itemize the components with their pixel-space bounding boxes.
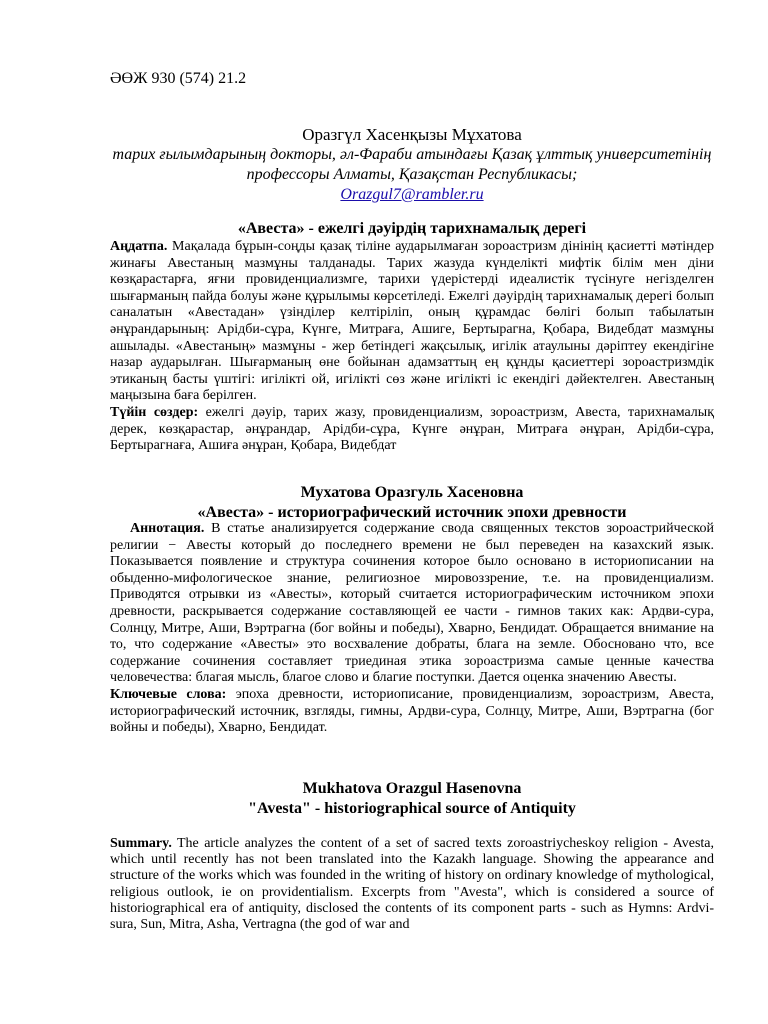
ru-keywords-label: Ключевые слова: [110,686,227,702]
en-author-name: Mukhatova Orazgul Hasenovna [302,780,522,797]
ru-article-title: «Авеста» - историографический источник эпохи древности [197,504,627,521]
kz-affiliation: тарих ғылымдарының докторы, әл-Фараби атындағы Қазақ ұлттық университетінің профессоры Алматы, Қазақстан Республикасы; [112,146,712,183]
ru-keywords-text: эпоха древности, историописание, провиденциализм, зороастризм, Авеста, историографический источник, взгляды, гимны, Ардви-сура, Солнцу, Митре, Аши, Вэртрагна (бог войны и победы), Хварно, Бендидат. [110,686,714,736]
ru-author-name: Мухатова Оразгуль Хасеновна [300,484,524,501]
kz-author-name: Оразгүл Хасенқызы Мұхатова [302,125,522,144]
en-summary-text: The article analyzes the content of a set of sacred texts zoroastriycheskoy religion - Avesta, which until recently has not been translated into the Kazakh language. Showing the appearance and structure of the works which was founded in the writing of history on ordinary knowledge of mythological, religious outlook, ie on providentialism. Excerpts from "Avesta", which is considered a source of historiographical era of antiquity, disclosed the contents of its component parts - such as Hymns: Ardvi-sura, Sun, Mitra, Asha, Vertragna (the god of war and [110,836,714,933]
kz-abstract [110,239,714,455]
author-email-link[interactable]: Orazgul7@rambler.ru [340,186,484,203]
kz-abstract-text: Мақалада бұрын-соңды қазақ тіліне аударылмаған зороастризм дінінің қасиетті мәтіндер жинағы Авестаның мазмұны талданады. Тарих жазуда күнделікті мифтік білім мен діни көзқарастарға, яғни провиденциализмге, тарихи үдерістерді идеалистік түсінуге негізделген шығарманың пайда болуы және құрылымы көрсетіледі. Ежелгі дәуірдің тарихнамалық дерегі болып саналатын «Авестадан» үзінділер келтіріліп, оның құрамдас бөлігі болып табылатын әнұрандарының: Арідби-сұра, Күнге, Митраға, Ашиге, Бертырагна, Қобара, Видебдат мазмұны ашылады. «Авестаның» мазмұны - жер бетіндегі жақсылық, игілік атаулыны дәріптеу екендігіне назар аударылған. Шығарманың өне бойынан адамзаттың ең құнды қасиеттері зороастризмдік этиканың басты үштігі: игілікті ой, игілікті сөз және игілікті іс екендігі дәйектелген. Авестаның маңызына баға берілген. [110,239,714,404]
en-summary-label: Summary. [110,836,172,851]
udc-code: ӘӨЖ 930 (574) 21.2 [110,70,247,87]
kz-abstract-label: Аңдатпа. [110,239,168,254]
en-article-title: "Avesta" - historiographical source of Antiquity [248,800,576,817]
kz-keywords-label: Түйін сөздер: [110,404,199,420]
en-header [110,779,714,819]
ru-header [110,483,714,523]
ru-abstract-text: В статье анализируется содержание свода священных текстов зороастрийческой религии − Авесты который до последнего времени не был переведен на казахский язык. Показывается появление и структура сочинения которое было основано в историописании на обыденно-мифологическое знание, религиозное мировоззрение, т.е. на провиденциализм. Приводятся отрывки из «Авесты», который считается историографическим источником эпохи древности, раскрывается содержание составляющей ее части - гимнов таких как: Ардви-сура, Солнцу, Митре, Аши, Вэртрагна (бог войны и победы), Хварно, Бендидат. Обращается внимание на то, что содержание «Авесты» это восхваление добраты, блага на земле. Обосновано что, все содержание сочинения составляет триединая этика зороастризма самые ценные качества человечества: благая мысль, благое слово и благие поступки. Дается оценка значению Авесты. [110,521,714,686]
kz-article-title: «Авеста» - ежелгі дәуірдің тарихнамалық дерегі [237,220,587,237]
ru-abstract [110,521,714,737]
ru-abstract-label: Аннотация. [130,521,205,536]
en-summary [110,836,714,933]
kz-author-block [110,124,714,205]
kz-keywords-text: ежелгі дәуір, тарих жазу, провиденциализм, зороастризм, Авеста, тарихнамалық дерек, көзқарастар, әнұрандар, Арідби-сұра, Күнге әнұран, Митраға әнұран, Арідби-сұра, Бертырагнаға, Ашиға әнұран, Қобара, Видебдат [110,404,714,454]
